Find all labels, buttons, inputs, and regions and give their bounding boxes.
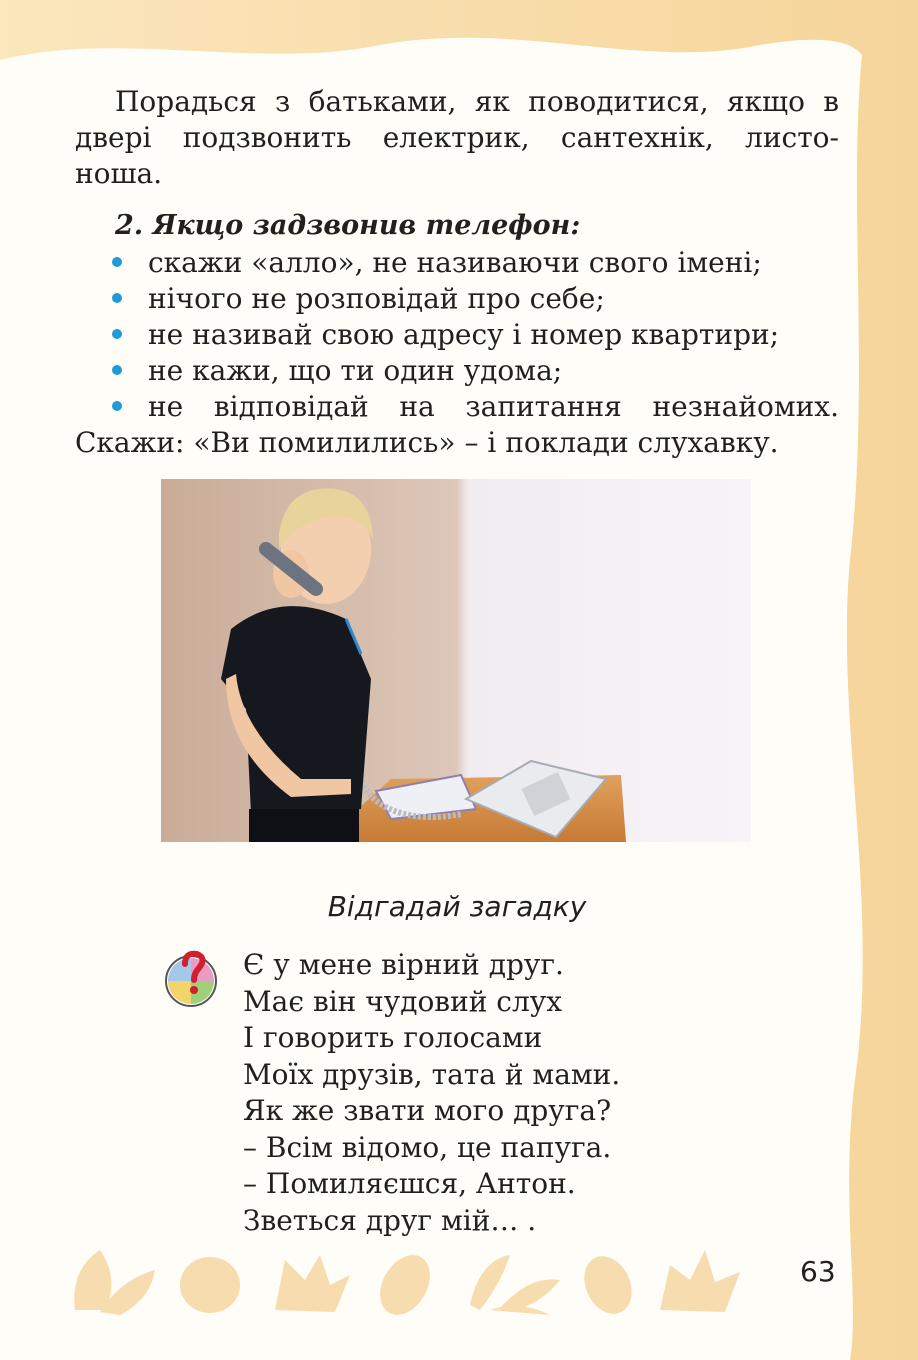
poem-line: – Всім відомо, це папуга. bbox=[243, 1130, 612, 1164]
poem-line: Як же звати мого друга? bbox=[243, 1094, 612, 1127]
bullet-item: не відповідай на запитання незнайомих. bbox=[112, 389, 839, 425]
riddle-poem bbox=[243, 947, 620, 1239]
bullet-dot-icon bbox=[112, 257, 122, 267]
poem-line: Є у мене вірний друг. bbox=[243, 948, 564, 981]
bullet-dot-icon bbox=[112, 329, 122, 339]
section-heading: 2. Якщо задзвонив телефон: bbox=[115, 210, 581, 241]
bullet-item: скажи «алло», не називаючи свого імені; bbox=[112, 245, 762, 281]
boy-with-telephone-photo bbox=[161, 479, 751, 842]
poem-line: І говорить голосами bbox=[243, 1021, 543, 1054]
poem-line: Моїх друзів, тата й мами. bbox=[243, 1057, 621, 1091]
poem-line: Зветься друг мій… . bbox=[243, 1203, 537, 1237]
poem-line: Має він чудовий слух bbox=[243, 984, 563, 1018]
bullet-dot-icon bbox=[112, 401, 122, 411]
bullet-item: нічого не розповідай про себе; bbox=[112, 281, 605, 317]
intro-line-1: Порадься з батьками, як поводитися, якщо в bbox=[115, 85, 839, 118]
poem-line: – Помиляєшся, Антон. bbox=[243, 1167, 576, 1200]
bullet-dot-icon bbox=[112, 365, 122, 375]
page-number: 63 bbox=[800, 1255, 836, 1288]
bullet-continuation: Скажи: «Ви помилились» – і поклади слухавку. bbox=[75, 426, 779, 459]
riddle-title: Відгадай загадку bbox=[327, 890, 587, 923]
bullet-item: не кажи, що ти один удома; bbox=[112, 353, 562, 389]
riddle-puzzle-icon bbox=[163, 950, 219, 1008]
intro-line-2: двері подзвонить електрик, сантехнік, листо- bbox=[75, 121, 839, 154]
intro-line-3: ноша. bbox=[75, 157, 163, 190]
bullet-dot-icon bbox=[112, 293, 122, 303]
bullet-item: не називай свою адресу і номер квартири; bbox=[112, 317, 779, 353]
leaf-decoration bbox=[60, 1240, 760, 1320]
